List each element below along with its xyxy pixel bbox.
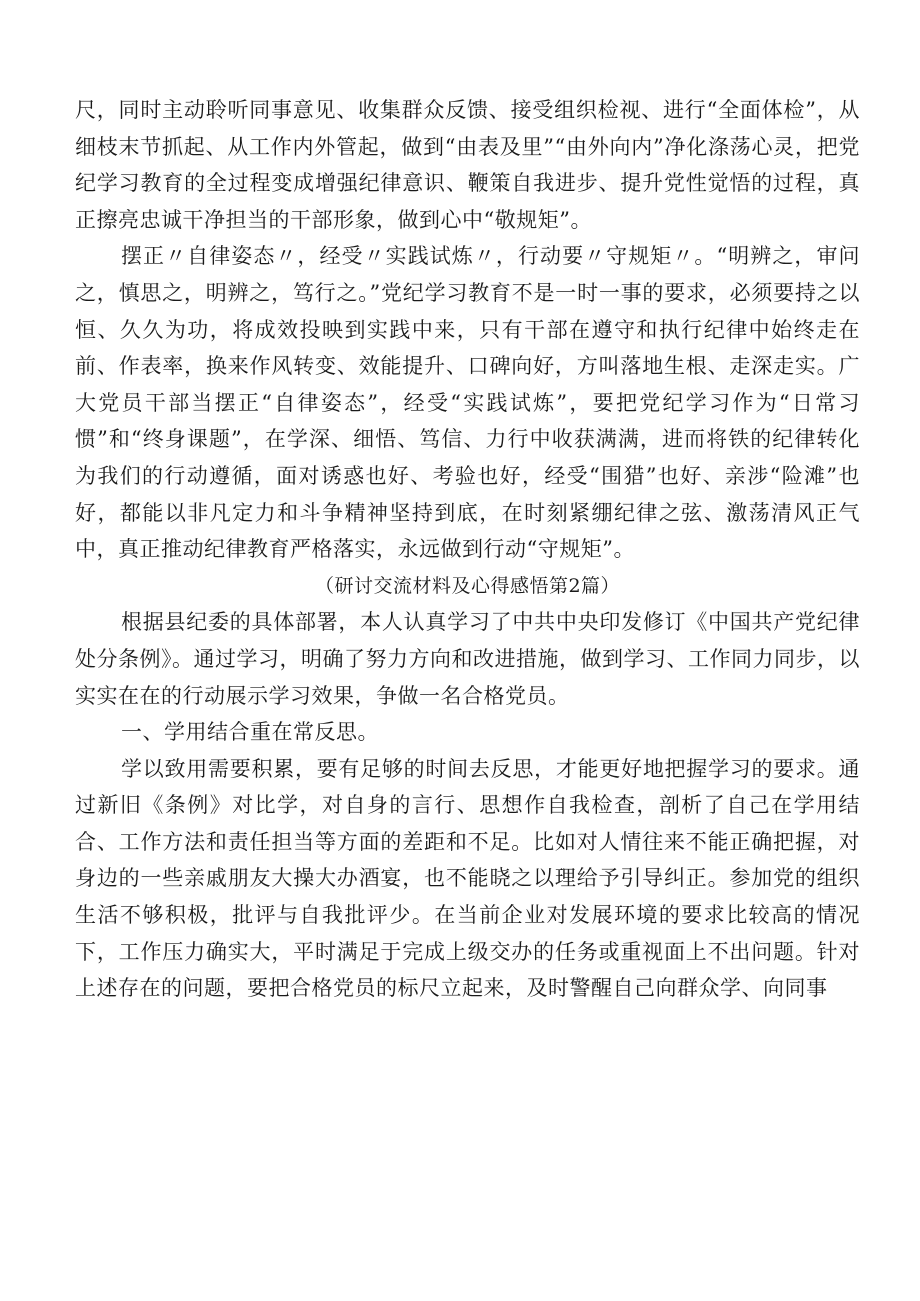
- paragraph-5: 学以致用需要积累，要有足够的时间去反思，才能更好地把握学习的要求。通过新旧《条例》对比学，对自身的言行、思想作自我检查，剖析了自己在学用结合、工作方法和责任担当等方面的差距和不足。比如对人情往来不能正确把握，对身边的一些亲戚朋友大操大办酒宴，也不能晓之以理给予引导纠正。参加党的组织生活不够积极，批评与自我批评少。在当前企业对发展环境的要求比较高的情况下，工作压力确实大，平时满足于完成上级交办的任务或重视面上不出问题。针对上述存在的问题，要把合格党员的标尺立起来，及时警醒自己向群众学、向同事: [75, 756, 860, 1001]
- section-heading: （研讨交流材料及心得感悟第2篇）: [314, 574, 621, 597]
- paragraph-2: 摆正〃自律姿态〃，经受〃实践试炼〃，行动要〃守规矩〃。“明辨之，审问之，慎思之，明辨之，笃行之。”党纪学习教育不是一时一事的要求，必须要持之以恒、久久为功，将成效投映到实践中来，只有干部在遵守和执行纪律中始终走在前、作表率，换来作风转变、效能提升、口碑向好，方叫落地生根、走深走实。广大党员干部当摆正“自律姿态”，经受“实践试炼”，要把党纪学习作为“日常习惯”和“终身课题”，在学深、细悟、笃信、力行中收获满满，进而将铁的纪律转化为我们的行动遵循，面对诱惑也好、考验也好，经受“围猎”也好、亲涉“险滩”也好，都能以非凡定力和斗争精神坚持到底，在时刻紧绷纪律之弦、激荡清风正气中，真正推动纪律教育严格落实，永远做到行动“守规矩”。: [75, 244, 860, 562]
- paragraph-3: 根据县纪委的具体部署，本人认真学习了中共中央印发修订《中国共产党纪律处分条例》。通过学习，明确了努力方向和改进措施，做到学习、工作同力同步，以实实在在的行动展示学习效果，争做一名合格党员。: [75, 610, 860, 708]
- paragraph-4: 一、学用结合重在常反思。: [121, 720, 379, 745]
- document-page: [75, 92, 860, 1007]
- paragraph-1: 尺，同时主动聆听同事意见、收集群众反馈、接受组织检视、进行“全面体检”，从细枝末节抓起、从工作内外管起，做到“由表及里”“由外向内”净化涤荡心灵，把党纪学习教育的全过程变成增强纪律意识、鞭策自我进步、提升党性觉悟的过程，真正擦亮忠诚干净担当的干部形象，做到心中“敬规矩”。: [75, 98, 860, 232]
